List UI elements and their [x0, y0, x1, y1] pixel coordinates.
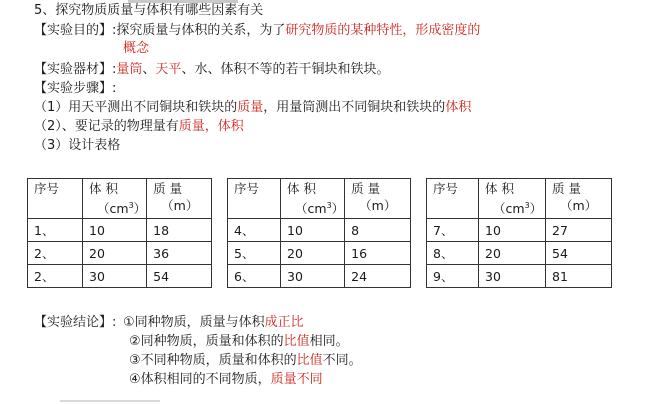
cell-mass: 36 — [147, 242, 212, 265]
cell-index: 2、 — [28, 242, 83, 265]
step-3: （3）设计表格 — [34, 138, 121, 153]
header-volume: 体 积 $(cm^3)$ — [281, 179, 345, 219]
data-table-1 — [27, 178, 212, 288]
header-mass: 质 量 （m） — [345, 179, 411, 219]
step-1-red-2: 体积 — [445, 100, 472, 115]
equipment-label: 【实验器材】: — [34, 62, 117, 77]
cell-index: 2、 — [28, 265, 83, 288]
step-1-red: 质量 — [237, 100, 264, 115]
header-volume: 体 积 $(cm^3)$ — [83, 179, 147, 219]
cell-mass: 8 — [345, 219, 411, 242]
cell-volume: 30 — [479, 265, 546, 288]
table-row — [427, 242, 612, 265]
purpose-label: 【实验目的】: — [34, 23, 117, 38]
cell-volume: 20 — [83, 242, 147, 265]
cell-mass: 54 — [147, 265, 212, 288]
table-row — [28, 242, 212, 265]
equipment-line — [34, 61, 389, 78]
header-mass: 质 量 （m） — [546, 179, 612, 219]
conclusion-2: ②同种物质，质量和体积的比值相同。 — [129, 334, 349, 349]
cell-index: 7、 — [427, 219, 479, 242]
cell-index: 5、 — [228, 242, 281, 265]
step-2-red: 质量，体积 — [178, 119, 244, 134]
table-row — [28, 219, 212, 242]
header-mass: 质 量 （m） — [147, 179, 212, 219]
cell-volume: 10 — [479, 219, 546, 242]
purpose-text: 探究质量与体积的关系，为了 — [116, 23, 286, 38]
steps-label: 【实验步骤】: — [34, 81, 117, 96]
purpose-red-text: 研究物质的某种特性，形成密度的 — [285, 23, 481, 38]
bottom-scan-mark — [60, 400, 160, 402]
step-1 — [34, 99, 471, 116]
header-index: 序号 — [427, 179, 479, 219]
table-row — [228, 265, 411, 288]
conclusion-1: ①同种物质，质量与体积成正比 — [123, 315, 304, 330]
cell-volume: 20 — [479, 242, 546, 265]
equipment-item: 量筒 — [116, 62, 143, 77]
cell-volume: 30 — [83, 265, 147, 288]
equipment-item: 天平 — [155, 62, 182, 77]
data-table-3 — [426, 178, 612, 288]
equipment-item: 、水、体积不等的若干铜块和铁块。 — [181, 62, 390, 77]
data-table-2 — [227, 178, 411, 288]
conclusion-label: 【实验结论】: — [34, 315, 117, 330]
step-1-text: （1）用天平测出不同铜块和铁块的 — [34, 100, 238, 115]
table-row — [228, 242, 411, 265]
cell-index: 8、 — [427, 242, 479, 265]
cell-mass: 81 — [546, 265, 612, 288]
cell-mass: 54 — [546, 242, 612, 265]
cell-index: 4、 — [228, 219, 281, 242]
cell-index: 1、 — [28, 219, 83, 242]
step-2 — [34, 118, 244, 135]
purpose-red-text-cont: 概念 — [123, 41, 150, 56]
cell-index: 6、 — [228, 265, 281, 288]
step-1-text-2: ，用量筒测出不同铜块和铁块的 — [263, 100, 446, 115]
cell-volume: 10 — [83, 219, 147, 242]
header-index: 序号 — [228, 179, 281, 219]
cell-mass: 27 — [546, 219, 612, 242]
step-2-text: （2）、要记录的物理量有 — [34, 119, 179, 134]
cell-mass: 24 — [345, 265, 411, 288]
section-title: 5、探究物质质量与体积有哪些因素有关 — [34, 3, 264, 18]
cell-volume: 20 — [281, 242, 345, 265]
table-row — [228, 219, 411, 242]
table-header-row — [228, 179, 411, 219]
cell-volume: 10 — [281, 219, 345, 242]
table-row — [427, 219, 612, 242]
purpose-line — [34, 22, 480, 39]
table-row — [427, 265, 612, 288]
header-volume: 体 积 $(cm^3)$ — [479, 179, 546, 219]
conclusion-3: ③不同种物质，质量和体积的比值不同。 — [129, 353, 362, 368]
cell-mass: 18 — [147, 219, 212, 242]
cell-index: 9、 — [427, 265, 479, 288]
conclusion-4: ④体积相同的不同物质，质量不同 — [129, 372, 323, 387]
table-row — [28, 265, 212, 288]
equipment-item: 、 — [142, 62, 156, 77]
cell-volume: 30 — [281, 265, 345, 288]
header-index: 序号 — [28, 179, 83, 219]
table-header-row — [427, 179, 612, 219]
table-header-row — [28, 179, 212, 219]
cell-mass: 16 — [345, 242, 411, 265]
